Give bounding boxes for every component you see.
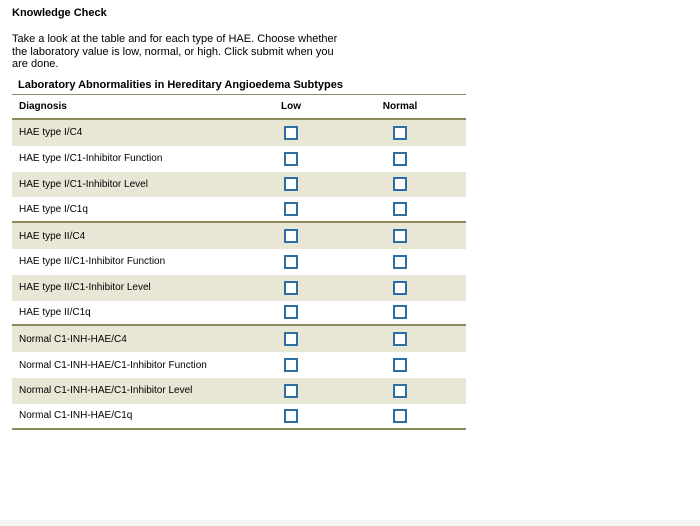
low-checkbox[interactable] (284, 305, 298, 319)
low-cell (248, 358, 334, 372)
normal-cell (334, 305, 466, 319)
diagnosis-label: HAE type II/C4 (19, 230, 86, 242)
diagnosis-label: Normal C1-INH-HAE/C1-Inhibitor Function (19, 359, 207, 371)
low-checkbox[interactable] (284, 255, 298, 269)
low-cell (248, 152, 334, 166)
table-row (12, 352, 466, 378)
low-cell (248, 126, 334, 140)
table-row (12, 404, 466, 430)
diagnosis-label: HAE type II/C1-Inhibitor Function (19, 256, 166, 268)
normal-cell (334, 229, 466, 243)
normal-cell (334, 177, 466, 191)
diagnosis-label: HAE type I/C1-Inhibitor Level (19, 178, 148, 190)
normal-cell (334, 126, 466, 140)
table-row (12, 120, 466, 146)
low-checkbox[interactable] (284, 229, 298, 243)
table-row (12, 249, 466, 275)
header-normal: Normal (382, 101, 418, 112)
normal-checkbox[interactable] (393, 229, 407, 243)
low-cell (248, 281, 334, 295)
table-row (12, 146, 466, 172)
diagnosis-label: HAE type I/C4 (19, 127, 83, 139)
normal-checkbox[interactable] (393, 255, 407, 269)
diagnosis-label: HAE type I/C1-Inhibitor Function (19, 153, 163, 165)
normal-checkbox[interactable] (393, 281, 407, 295)
low-checkbox[interactable] (284, 358, 298, 372)
low-cell (248, 384, 334, 398)
normal-checkbox[interactable] (393, 177, 407, 191)
table-row (12, 326, 466, 352)
normal-cell (334, 255, 466, 269)
low-cell (248, 202, 334, 216)
table-body (12, 120, 466, 430)
instructions-line: the laboratory value is low, normal, or high. Click submit when you (12, 45, 334, 58)
normal-checkbox[interactable] (393, 332, 407, 346)
low-cell (248, 409, 334, 423)
normal-checkbox[interactable] (393, 384, 407, 398)
low-checkbox[interactable] (284, 202, 298, 216)
table-header-row (12, 95, 466, 120)
instructions-text (12, 33, 362, 71)
header-diagnosis: Diagnosis (19, 101, 67, 112)
normal-checkbox[interactable] (393, 305, 407, 319)
normal-checkbox[interactable] (393, 409, 407, 423)
low-cell (248, 255, 334, 269)
lab-abnormalities-table (12, 94, 466, 430)
low-checkbox[interactable] (284, 281, 298, 295)
low-checkbox[interactable] (284, 126, 298, 140)
low-cell (248, 229, 334, 243)
low-checkbox[interactable] (284, 177, 298, 191)
table-row (12, 197, 466, 223)
instructions-line: are done. (12, 58, 59, 70)
table-row (12, 172, 466, 198)
normal-cell (334, 281, 466, 295)
normal-cell (334, 152, 466, 166)
diagnosis-label: Normal C1-INH-HAE/C4 (19, 333, 127, 345)
low-checkbox[interactable] (284, 332, 298, 346)
normal-checkbox[interactable] (393, 358, 407, 372)
low-checkbox[interactable] (284, 409, 298, 423)
bottom-strip (0, 520, 700, 526)
normal-cell (334, 358, 466, 372)
table-title: Laboratory Abnormalities in Hereditary Angioedema Subtypes (18, 79, 343, 91)
low-cell (248, 305, 334, 319)
diagnosis-label: HAE type I/C1q (19, 203, 88, 215)
low-checkbox[interactable] (284, 384, 298, 398)
table-row (12, 223, 466, 249)
normal-cell (334, 202, 466, 216)
low-cell (248, 332, 334, 346)
diagnosis-label: Normal C1-INH-HAE/C1q (19, 410, 133, 422)
low-cell (248, 177, 334, 191)
diagnosis-label: HAE type II/C1-Inhibitor Level (19, 282, 151, 294)
low-checkbox[interactable] (284, 152, 298, 166)
normal-checkbox[interactable] (393, 126, 407, 140)
page-heading: Knowledge Check (12, 7, 107, 19)
normal-cell (334, 384, 466, 398)
normal-cell (334, 409, 466, 423)
table-row (12, 301, 466, 327)
instructions-line: Take a look at the table and for each type of HAE. Choose whether (12, 33, 338, 45)
diagnosis-label: Normal C1-INH-HAE/C1-Inhibitor Level (19, 385, 193, 397)
normal-checkbox[interactable] (393, 152, 407, 166)
diagnosis-label: HAE type II/C1q (19, 306, 91, 318)
table-row (12, 275, 466, 301)
normal-checkbox[interactable] (393, 202, 407, 216)
header-low: Low (281, 101, 301, 112)
normal-cell (334, 332, 466, 346)
table-row (12, 378, 466, 404)
